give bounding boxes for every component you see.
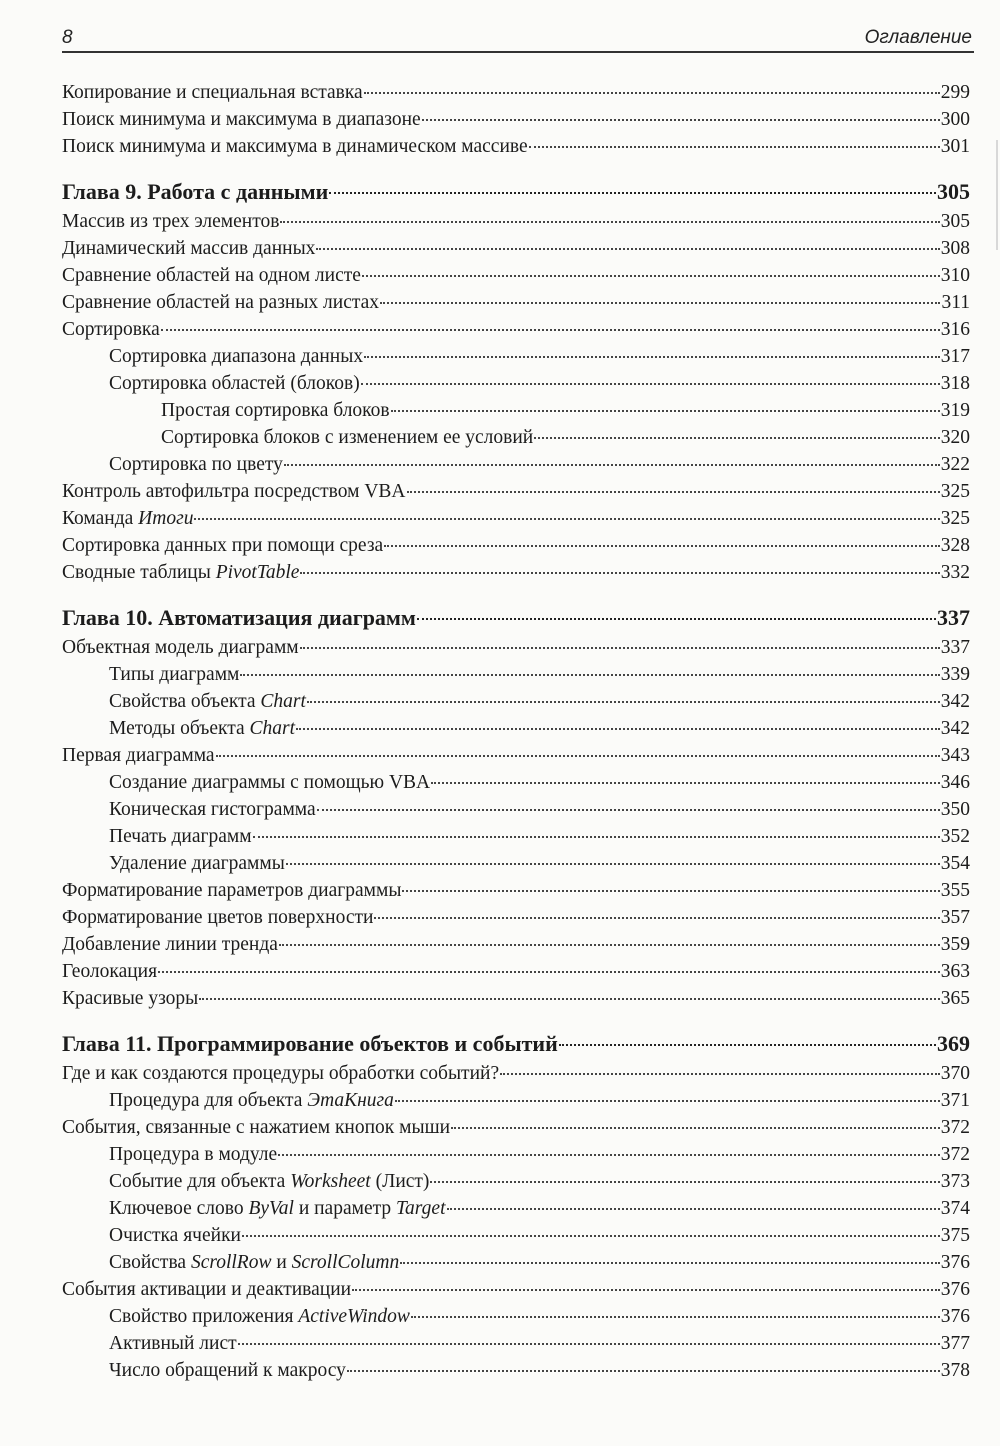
toc-entry-title: Динамический массив данных: [62, 238, 316, 259]
toc-entry: [62, 933, 970, 957]
dot-leader: [361, 383, 940, 385]
toc-entry-title: События активации и деактивации: [62, 1279, 352, 1300]
toc-entry-title: Методы объекта Chart: [109, 718, 296, 739]
toc-entry-title: Первая диаграмма: [62, 745, 215, 766]
dot-leader: [364, 92, 940, 94]
toc-entry-page: 369: [937, 1031, 970, 1056]
toc-entry: [109, 771, 970, 795]
toc-entry: [62, 108, 970, 132]
toc-entry-page: 378: [940, 1360, 970, 1381]
toc-entry-title: Сравнение областей на разных листах: [62, 292, 380, 313]
dot-leader: [278, 1154, 940, 1156]
toc-entry: [109, 1089, 970, 1113]
dot-leader: [402, 890, 939, 892]
dot-leader: [380, 302, 940, 304]
toc-entry-title: Контроль автофильтра посредством VBA: [62, 481, 406, 502]
toc-entry-page: 376: [940, 1306, 970, 1327]
toc-entry-page: 374: [940, 1198, 970, 1219]
toc-entry: [109, 345, 970, 369]
toc-entry-title: Удаление диаграммы: [109, 853, 285, 874]
toc-entry-title: Свойства ScrollRow и ScrollColumn: [109, 1252, 400, 1273]
dot-leader: [347, 1370, 940, 1372]
toc-entry-page: 322: [940, 454, 970, 475]
dot-leader: [431, 782, 940, 784]
toc-entry-title: События, связанные с нажатием кнопок мыши: [62, 1117, 451, 1138]
toc-entry-page: 299: [940, 82, 970, 103]
dot-leader: [238, 1343, 940, 1345]
toc-chapter-entry: [62, 1030, 970, 1058]
dot-leader: [199, 998, 939, 1000]
toc-entry-title: Активный лист: [109, 1333, 237, 1354]
dot-leader: [242, 1235, 940, 1237]
toc-entry-page: 343: [940, 745, 970, 766]
toc-entry: [109, 852, 970, 876]
toc-entry-page: 370: [940, 1063, 970, 1084]
toc-entry-title: Сортировка: [62, 319, 160, 340]
page-edge-shadow: [996, 140, 998, 250]
toc-entry: [109, 717, 970, 741]
toc-entry: [109, 1305, 970, 1329]
dot-leader: [279, 944, 940, 946]
toc-entry-title: Типы диаграмм: [109, 664, 240, 685]
dot-leader: [362, 275, 940, 277]
toc-chapter-entry: [62, 604, 970, 632]
toc-entry-page: 317: [940, 346, 970, 367]
toc-entry-page: 376: [940, 1279, 970, 1300]
toc-entry: [161, 399, 970, 423]
toc-entry: [62, 507, 970, 531]
toc-entry: [62, 291, 970, 315]
toc-chapter-entry: [62, 178, 970, 206]
toc-entry-title: Простая сортировка блоков: [161, 400, 390, 421]
toc-entry-page: 339: [940, 664, 970, 685]
toc-entry: [62, 534, 970, 558]
toc-entry: [109, 1359, 970, 1383]
dot-leader: [284, 464, 940, 466]
toc-entry-page: 311: [941, 292, 970, 313]
toc-entry: [109, 1170, 970, 1194]
dot-leader: [307, 701, 940, 703]
toc-entry: [62, 879, 970, 903]
toc-entry-page: 300: [940, 109, 970, 130]
dot-leader: [407, 491, 940, 493]
toc-entry-page: 328: [940, 535, 970, 556]
toc-entry: [109, 453, 970, 477]
toc-entry-page: 346: [940, 772, 970, 793]
toc-entry: [62, 318, 970, 342]
toc-entry-page: 342: [940, 718, 970, 739]
toc-entry-page: 337: [937, 605, 970, 630]
dot-leader: [352, 1289, 940, 1291]
dot-leader: [447, 1208, 940, 1210]
toc-entry: [62, 1116, 970, 1140]
dot-leader: [253, 836, 940, 838]
toc-entry: [109, 1143, 970, 1167]
dot-leader: [296, 728, 940, 730]
toc-entry: [109, 825, 970, 849]
toc-entry: [62, 744, 970, 768]
toc-entry: [62, 135, 970, 159]
toc-entry: [62, 906, 970, 930]
toc-entry-page: 320: [940, 427, 970, 448]
dot-leader: [559, 1044, 936, 1046]
dot-leader: [161, 329, 940, 331]
dot-leader: [422, 119, 940, 121]
dot-leader: [158, 971, 940, 973]
dot-leader: [391, 410, 940, 412]
toc-entry-title: Свойство приложения ActiveWindow: [109, 1306, 410, 1327]
dot-leader: [384, 545, 940, 547]
toc-entry-title: Геолокация: [62, 961, 158, 982]
toc-entry: [62, 960, 970, 984]
toc-entry-page: 325: [940, 508, 970, 529]
toc-entry: [62, 1062, 970, 1086]
toc-entry-page: 352: [940, 826, 970, 847]
toc-entry-page: 377: [940, 1333, 970, 1354]
toc-entry-title: Форматирование цветов поверхности: [62, 907, 374, 928]
toc-entry-page: 359: [940, 934, 970, 955]
toc-entry: [109, 1224, 970, 1248]
toc-entry-title: Сортировка областей (блоков): [109, 373, 360, 394]
toc-entry-page: 310: [940, 265, 970, 286]
toc-entry-page: 357: [940, 907, 970, 928]
toc-entry-page: 375: [940, 1225, 970, 1246]
dot-leader: [364, 356, 940, 358]
dot-leader: [400, 1262, 939, 1264]
toc-entry-title: Команда Итоги: [62, 508, 194, 529]
dot-leader: [316, 248, 939, 250]
toc-entry-page: 372: [940, 1144, 970, 1165]
toc-entry-page: 305: [937, 179, 970, 204]
toc-entry-page: 355: [940, 880, 970, 901]
toc-entry: [62, 237, 970, 261]
toc-entry-page: 318: [940, 373, 970, 394]
toc-entry-page: 376: [940, 1252, 970, 1273]
toc-entry-title: Очистка ячейки: [109, 1225, 241, 1246]
header-rule: [62, 51, 974, 53]
toc-entry-title: Создание диаграммы с помощью VBA: [109, 772, 431, 793]
toc-entry-page: 363: [940, 961, 970, 982]
toc-entry-title: Свойства объекта Chart: [109, 691, 306, 712]
toc-entry: [62, 987, 970, 1011]
toc-entry: [109, 372, 970, 396]
toc-entry-title: Где и как создаются процедуры обработки событий?: [62, 1063, 500, 1084]
toc-entry-page: 332: [940, 562, 970, 583]
dot-leader: [534, 437, 940, 439]
running-header-title: Оглавление: [864, 27, 972, 48]
toc-entry-title: Глава 10. Автоматизация диаграмм: [62, 605, 416, 630]
toc-entry-title: Красивые узоры: [62, 988, 199, 1009]
dot-leader: [240, 674, 939, 676]
toc-entry-page: 371: [940, 1090, 970, 1111]
dot-leader: [286, 863, 940, 865]
toc-entry-page: 305: [940, 211, 970, 232]
toc-entry: [161, 426, 970, 450]
toc-entry-title: Сравнение областей на одном листе: [62, 265, 361, 286]
toc-entry-title: Добавление линии тренда: [62, 934, 278, 955]
toc-entry: [109, 1197, 970, 1221]
toc-entry-page: 350: [940, 799, 970, 820]
toc-entry-page: 337: [940, 637, 970, 658]
dot-leader: [417, 618, 936, 620]
toc-entry: [109, 663, 970, 687]
toc-entry-title: Коническая гистограмма: [109, 799, 316, 820]
toc-entry-page: 308: [940, 238, 970, 259]
dot-leader: [300, 647, 940, 649]
toc-entry: [109, 798, 970, 822]
dot-leader: [529, 146, 940, 148]
page-number: 8: [62, 27, 73, 48]
toc-entry-title: Поиск минимума и максимума в динамическом массиве: [62, 136, 528, 157]
toc-entry-title: Событие для объекта Worksheet (Лист): [109, 1171, 430, 1192]
toc-entry-page: 365: [940, 988, 970, 1009]
dot-leader: [280, 221, 939, 223]
toc-entry-page: 342: [940, 691, 970, 712]
toc-entry-title: Сводные таблицы PivotTable: [62, 562, 300, 583]
dot-leader: [216, 755, 940, 757]
toc-entry-title: Глава 11. Программирование объектов и событий: [62, 1031, 558, 1056]
toc-entry: [62, 264, 970, 288]
toc-entry: [62, 210, 970, 234]
toc-entry-title: Процедура в модуле: [109, 1144, 278, 1165]
toc-entry-title: Глава 9. Работа с данными: [62, 179, 329, 204]
toc-entry: [109, 690, 970, 714]
dot-leader: [395, 1100, 940, 1102]
toc-entry-page: 372: [940, 1117, 970, 1138]
toc-entry-title: Ключевое слово ByVal и параметр Target: [109, 1198, 446, 1219]
dot-leader: [374, 917, 939, 919]
toc-entry-title: Сортировка по цвету: [109, 454, 283, 475]
toc-entry: [62, 561, 970, 585]
toc-entry-page: 354: [940, 853, 970, 874]
toc-entry: [62, 480, 970, 504]
toc-entry-page: 319: [940, 400, 970, 421]
toc-entry-title: Сортировка данных при помощи среза: [62, 535, 384, 556]
toc-entry: [62, 81, 970, 105]
toc-entry-title: Копирование и специальная вставка: [62, 82, 363, 103]
toc-entry-page: 301: [940, 136, 970, 157]
dot-leader: [451, 1127, 940, 1129]
toc-entry-title: Процедура для объекта ЭтаКнига: [109, 1090, 394, 1111]
toc-entry-title: Поиск минимума и максимума в диапазоне: [62, 109, 421, 130]
toc-entry-title: Объектная модель диаграмм: [62, 637, 299, 658]
toc-entry-page: 373: [940, 1171, 970, 1192]
toc-entry-page: 316: [940, 319, 970, 340]
toc-entry-title: Сортировка блоков с изменением ее условий: [161, 427, 534, 448]
dot-leader: [194, 518, 939, 520]
toc-entry: [109, 1251, 970, 1275]
toc-entry: [62, 1278, 970, 1302]
toc-entry-title: Число обращений к макросу: [109, 1360, 346, 1381]
dot-leader: [300, 572, 939, 574]
toc-entry-title: Массив из трех элементов: [62, 211, 280, 232]
dot-leader: [329, 192, 936, 194]
dot-leader: [317, 809, 940, 811]
toc-entry-title: Сортировка диапазона данных: [109, 346, 364, 367]
dot-leader: [411, 1316, 940, 1318]
toc-entry-title: Форматирование параметров диаграммы: [62, 880, 402, 901]
dot-leader: [500, 1073, 940, 1075]
dot-leader: [430, 1181, 939, 1183]
toc-entry: [62, 636, 970, 660]
toc-entry-page: 325: [940, 481, 970, 502]
toc-entry: [109, 1332, 970, 1356]
toc-entry-title: Печать диаграмм: [109, 826, 252, 847]
